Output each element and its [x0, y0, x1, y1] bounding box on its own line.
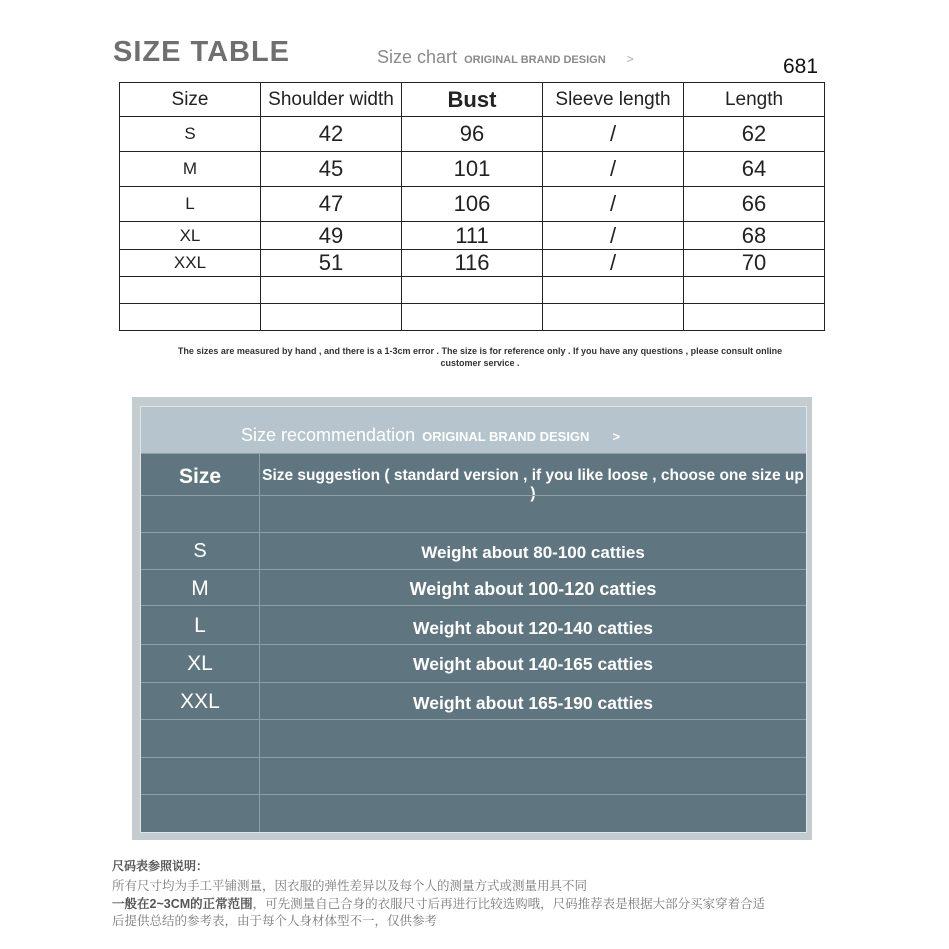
header-shoulder-width: Shoulder width: [261, 83, 402, 117]
list-item: [141, 682, 806, 720]
table-row: [120, 117, 825, 152]
rec-text: Weight about 140-165 catties: [413, 654, 653, 674]
rec-size: M: [191, 577, 209, 600]
cell-bust: [402, 304, 543, 331]
cell-size: M: [120, 152, 261, 187]
table-row: [120, 277, 825, 304]
size-table-header-row: [120, 83, 825, 117]
cell-shoulder: 51: [261, 250, 402, 277]
chinese-note-rest: ，可先测量自己合身的衣服尺寸后再进行比较选购哦，尺码推荐表是根据大部分买家穿着合适: [252, 897, 766, 911]
cell-shoulder: 47: [261, 187, 402, 222]
cell-sleeve: [543, 277, 684, 304]
cell-size: [120, 304, 261, 331]
subtitle-brand: ORIGINAL BRAND DESIGN: [464, 54, 606, 66]
rec-row-header: [141, 453, 806, 502]
cell-bust: 111: [402, 222, 543, 250]
size-table-title: SIZE TABLE: [113, 36, 291, 68]
size-chart-subtitle: [377, 47, 634, 68]
recommendation-title: [241, 425, 620, 446]
header-length: Length: [684, 83, 825, 117]
cell-length: [684, 277, 825, 304]
rec-size: L: [194, 614, 206, 637]
cell-length: 62: [684, 117, 825, 152]
recommendation-panel: [140, 406, 807, 833]
cell-bust: [402, 277, 543, 304]
cell-size: L: [120, 187, 261, 222]
rec-text: Weight about 80-100 catties: [421, 543, 645, 562]
rec-row-empty: [141, 495, 806, 533]
cell-shoulder: [261, 277, 402, 304]
cell-sleeve: /: [543, 250, 684, 277]
header-size: Size: [120, 83, 261, 117]
cell-bust: 116: [402, 250, 543, 277]
recommendation-title-brand: ORIGINAL BRAND DESIGN: [422, 429, 590, 444]
rec-text: Weight about 165-190 catties: [413, 693, 653, 713]
list-item: [141, 644, 806, 683]
cell-length: 64: [684, 152, 825, 187]
cell-bust: 96: [402, 117, 543, 152]
cell-shoulder: 42: [261, 117, 402, 152]
cell-sleeve: /: [543, 222, 684, 250]
cell-size: XXL: [120, 250, 261, 277]
rec-header-size: Size: [178, 465, 222, 488]
table-row: [120, 187, 825, 222]
rec-header-suggestion: Size suggestion ( standard version , if you like loose , choose one size up ): [262, 467, 804, 502]
list-item: [141, 532, 806, 570]
rec-size: XXL: [180, 690, 220, 713]
cell-sleeve: /: [543, 187, 684, 222]
cell-shoulder: 45: [261, 152, 402, 187]
rec-row-empty: [141, 757, 806, 795]
chinese-note-title: 尺码表参照说明：: [112, 859, 209, 873]
cell-sleeve: /: [543, 152, 684, 187]
size-table: [119, 82, 825, 331]
header-sleeve-length: Sleeve length: [543, 83, 684, 117]
chevron-right-icon: >: [612, 429, 621, 444]
recommendation-header: [141, 407, 806, 453]
cell-length: [684, 304, 825, 331]
subtitle-main: Size chart: [377, 47, 458, 67]
rec-row-empty: [141, 794, 806, 832]
chinese-note-line: 所有尺寸均为手工平铺测量，因衣服的弹性差异以及每个人的测量方式或测量用具不同: [112, 879, 588, 893]
chevron-right-icon: >: [626, 52, 634, 66]
table-row: [120, 222, 825, 250]
cell-length: 68: [684, 222, 825, 250]
recommendation-title-main: Size recommendation: [241, 425, 416, 445]
list-item: [141, 605, 806, 645]
rec-text: Weight about 100-120 catties: [409, 579, 657, 599]
cell-size: S: [120, 117, 261, 152]
chinese-note-line: [112, 894, 765, 912]
cell-shoulder: [261, 304, 402, 331]
cell-length: 66: [684, 187, 825, 222]
cell-sleeve: [543, 304, 684, 331]
header-bust: Bust: [402, 83, 543, 117]
chinese-note-line: 后提供总结的参考表，由于每个人身材体型不一，仅供参考: [112, 914, 438, 928]
table-row: [120, 152, 825, 187]
cell-size: XL: [120, 222, 261, 250]
cell-sleeve: /: [543, 117, 684, 152]
rec-row-empty: [141, 719, 806, 758]
cell-bust: 101: [402, 152, 543, 187]
list-item: [141, 569, 806, 606]
cell-length: 70: [684, 250, 825, 277]
rec-size: S: [193, 540, 207, 562]
rec-text: Weight about 120-140 catties: [413, 618, 653, 638]
cell-shoulder: 49: [261, 222, 402, 250]
cell-size: [120, 277, 261, 304]
table-row: [120, 250, 825, 277]
product-code: 681: [783, 55, 819, 78]
rec-size: XL: [187, 652, 213, 675]
chinese-note-emphasis: 一般在2~3CM的正常范围: [112, 897, 253, 911]
measurement-note: The sizes are measured by hand , and there is a 1-3cm error . The size is for reference only . If you have any questions , please consult online customer service .: [177, 346, 783, 368]
cell-bust: 106: [402, 187, 543, 222]
table-row: [120, 304, 825, 331]
